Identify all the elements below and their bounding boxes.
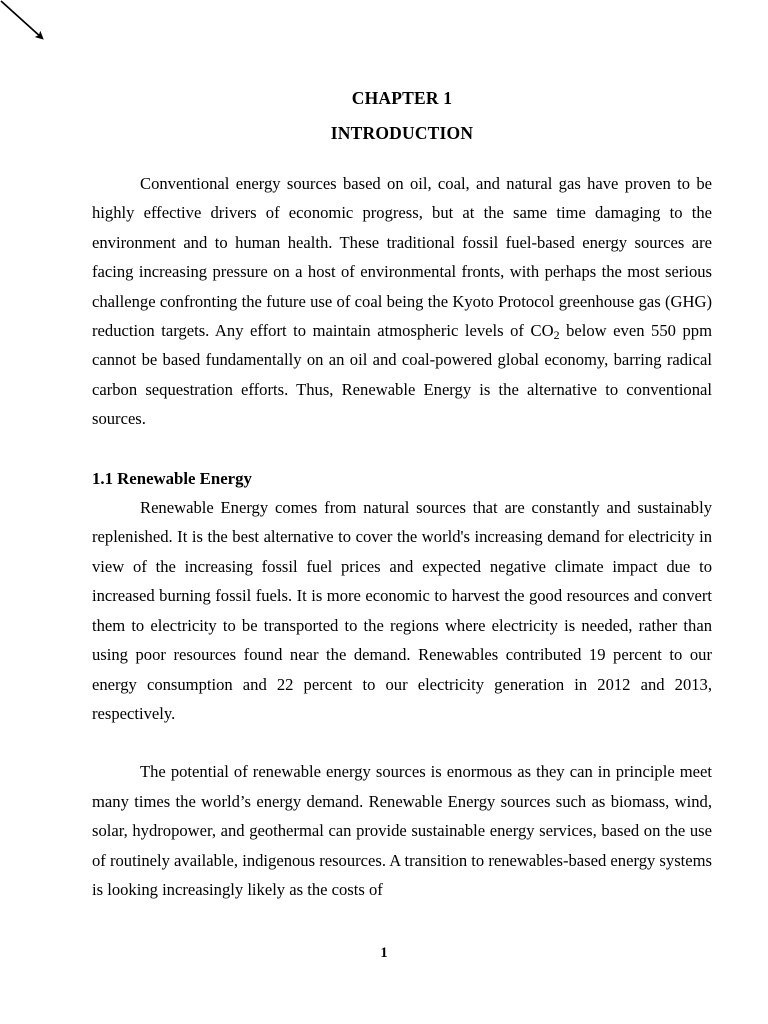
chapter-heading: CHAPTER 1 — [351, 88, 453, 108]
annotation-arrow-icon — [0, 0, 70, 56]
paragraph-renewable-energy: Renewable Energy comes from natural sources that are constantly and sustainably replenished. It is the best alternative to cover the world's increasing demand for electricity in view of the increasing fossil fuel prices and expected negative climate impact due to increased burning fossil fuels. It is more economic to harvest the good resources and convert them to electricity to be transported to the regions where electricity is needed, rather than using poor resources found near the demand. Renewables contributed 19 percent to our energy consumption and 22 percent to our electricity generation in 2012 and 2013, respectively. — [92, 498, 712, 723]
document-body — [92, 84, 712, 904]
paragraph-potential: The potential of renewable energy sources is enormous as they can in principle meet many times the world’s energy demand. Renewable Energy sources such as biomass, wind, solar, hydropower, and geothermal can provide sustainable energy services, based on the use of routinely available, indigenous resources. A transition to renewables-based energy systems is looking increasingly likely as the costs of — [92, 762, 712, 899]
page-number: 1 — [380, 945, 388, 961]
section-heading: INTRODUCTION — [330, 122, 474, 143]
paragraph-introduction-text-after-subscript: below even 550 ppm cannot be based fundamentally on an oil and coal-powered global economy, barring radical carbon sequestration efforts. Thus, Renewable Energy is the alternative to conventional sources. — [92, 321, 712, 429]
subsection-heading-renewable-energy: 1.1 Renewable Energy — [92, 468, 252, 488]
paragraph-introduction — [92, 142, 712, 434]
paragraph-introduction-text-before-subscript: Conventional energy sources based on oil, coal, and natural gas have proven to be highly effective drivers of economic progress, but at the same time damaging to the environment and to human health. These traditional fossil fuel-based energy sources are facing increasing pressure on a host of environmental fronts, with perhaps the most serious challenge confronting the future use of coal being the Kyoto Protocol greenhouse gas (GHG) reduction targets. Any effort to maintain atmospheric levels of CO — [92, 174, 712, 341]
co2-subscript: 2 — [553, 328, 560, 343]
